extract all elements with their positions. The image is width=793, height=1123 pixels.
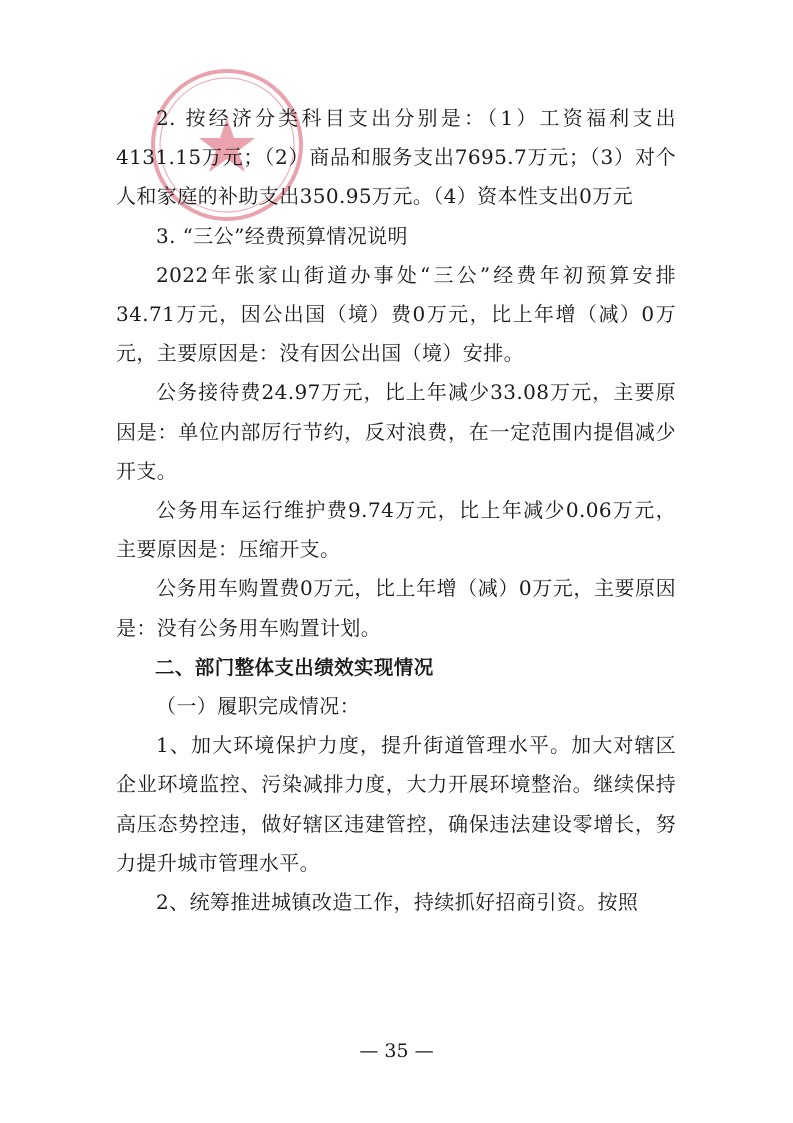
body-text — [116, 99, 676, 922]
section-heading-performance: 二、部门整体支出绩效实现情况 — [155, 655, 434, 679]
subheading-duty-completion: （一）履职完成情况： — [156, 694, 360, 719]
paragraph-environment: 1、加大环境保护力度，提升街道管理水平。加大对辖区企业环境监控、污染减排力度，大力开展环境整治。继续保持高压态势控违，做好辖区违建管控，确保违法建设零增长，努力提升城市管理水平。 — [116, 733, 676, 875]
paragraph-urban-renewal: 2、统筹推进城镇改造工作，持续抓好招商引资。按照 — [156, 890, 639, 915]
paragraph-reception-expense: 公务接待费24.97万元，比上年减少33.08万元，主要原因是：单位内部厉行节约，反对浪费，在一定范围内提倡减少开支。 — [116, 380, 676, 483]
paragraph-expense-classification: 2. 按经济分类科目支出分别是：（1）工资福利支出4131.15万元；（2）商品和服务支出7695.7万元；（3）对个人和家庭的补助支出350.95万元。（4）资本性支出0万元 — [116, 106, 676, 209]
paragraph-three-public-budget: 2022年张家山街道办事处“三公”经费年初预算安排34.71万元，因公出国（境）费0万元，比上年增（减）0万元，主要原因是：没有因公出国（境）安排。 — [116, 262, 676, 366]
paragraph-three-public-heading: 3. “三公”经费预算情况说明 — [156, 223, 408, 248]
paragraph-vehicle-maintenance: 公务用车运行维护费9.74万元，比上年减少0.06万元，主要原因是：压缩开支。 — [116, 498, 676, 562]
page-number: — 35 — — [359, 1040, 434, 1062]
paragraph-vehicle-purchase: 公务用车购置费0万元，比上年增（减）0万元，主要原因是：没有公务用车购置计划。 — [116, 576, 676, 640]
